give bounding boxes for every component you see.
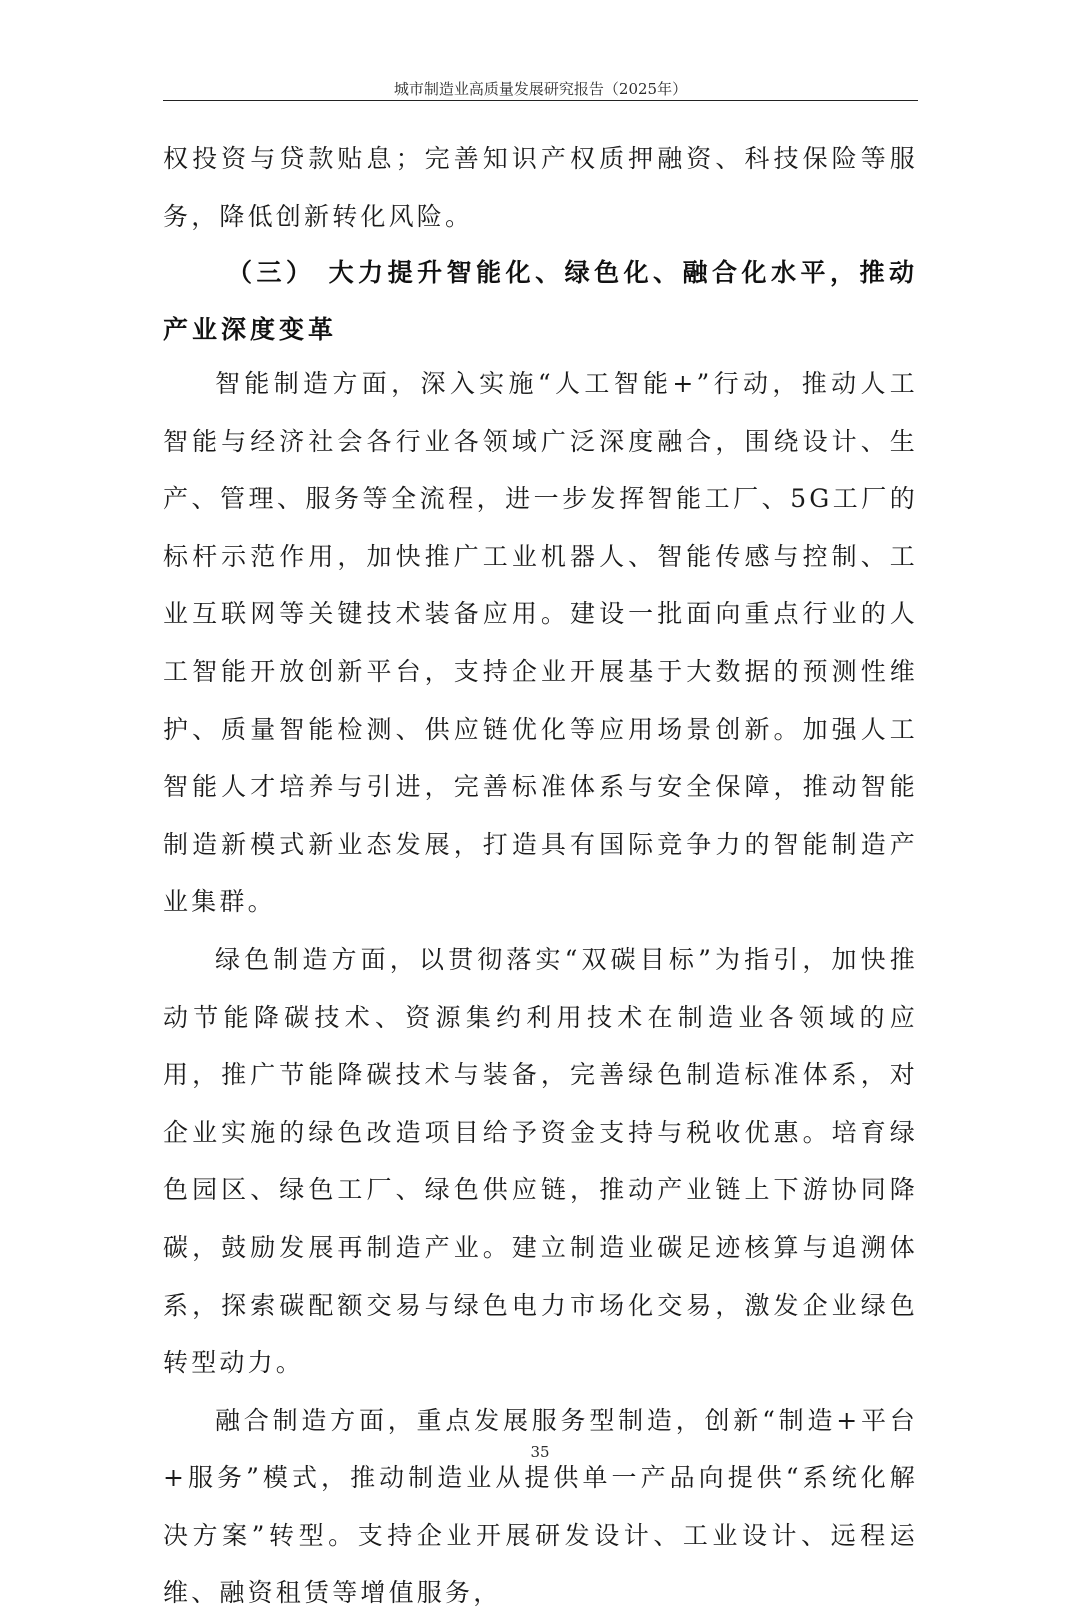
body-block-main [163,355,918,1622]
page-number: 35 [530,1443,550,1461]
body-block-heading [163,244,918,358]
body-block-continued [163,130,918,245]
section-heading: （三） 大力提升智能化、绿色化、融合化水平，推动产业深度变革 [163,258,918,344]
paragraph-continued: 权投资与贷款贴息；完善知识产权质押融资、科技保险等服务，降低创新转化风险。 [163,144,918,231]
paragraph-fusion-manufacturing: 融合制造方面，重点发展服务型制造，创新“制造+平台+服务”模式，推动制造业从提供单一产品向提供“系统化解决方案”转型。支持企业开展研发设计、工业设计、远程运维、融资租赁等增值服务， [163,1405,918,1608]
paragraph-green-manufacturing: 绿色制造方面，以贯彻落实“双碳目标”为指引，加快推动节能降碳技术、资源集约利用技术在制造业各领域的应用，推广节能降碳技术与装备，完善绿色制造标准体系，对企业实施的绿色改造项目给予资金支持与税收优惠。培育绿色园区、绿色工厂、绿色供应链，推动产业链上下游协同降碳，鼓励发展再制造产业。建立制造业碳足迹核算与追溯体系，探索碳配额交易与绿色电力市场化交易，激发企业绿色转型动力。 [163,944,918,1378]
paragraph-smart-manufacturing: 智能制造方面，深入实施“人工智能+”行动，推动人工智能与经济社会各行业各领域广泛深度融合，围绕设计、生产、管理、服务等全流程，进一步发挥智能工厂、5G工厂的标杆示范作用，加快推广工业机器人、智能传感与控制、工业互联网等关键技术装备应用。建设一批面向重点行业的人工智能开放创新平台，支持企业开展基于大数据的预测性维护、质量智能检测、供应链优化等应用场景创新。加强人工智能人才培养与引进，完善标准体系与安全保障，推动智能制造新模式新业态发展，打造具有国际竞争力的智能制造产业集群。 [163,369,918,917]
running-header: 城市制造业高质量发展研究报告（2025年） [393,80,688,98]
header-rule [163,100,918,101]
